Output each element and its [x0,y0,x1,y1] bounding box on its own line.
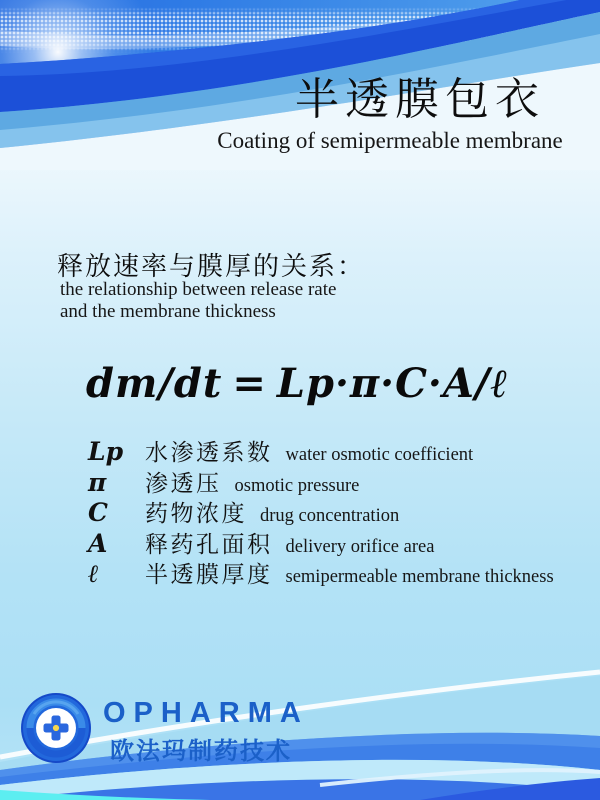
legend-row [88,465,554,496]
slide-subtitle-en: Coating of semipermeable membrane [217,128,563,153]
section-heading-cn: 释放速率与膜厚的关系： [57,252,366,281]
legend-term-en: drug concentration [260,506,400,527]
legend-symbol: ℓ [88,559,99,589]
legend-row [88,434,554,465]
legend-term-en: semipermeable membrane thickness [285,567,554,588]
legend-term-en: water osmotic coefficient [285,445,474,465]
formula-equals: = [232,360,267,407]
brand-name-cn: 欧法玛制药技术 [110,738,292,765]
legend-row [88,526,554,557]
legend-row [88,495,554,526]
section-heading-en-line1: the relationship between release rate [60,279,337,300]
legend-term-cn: 药物浓度 [145,501,247,527]
symbol-legend [88,434,554,587]
legend-symbol: Lp [88,437,124,466]
release-rate-formula [86,360,509,407]
brand-name: OPHARMA [103,697,309,729]
section-heading-en-line2: and the membrane thickness [60,300,276,322]
legend-row [88,556,554,587]
section-heading-en [60,279,336,322]
legend-term-cn: 渗透压 [145,470,222,496]
legend-term-en: osmotic pressure [234,475,360,496]
opharma-logo-icon [20,692,92,764]
legend-term-cn: 半透膜厚度 [145,562,273,588]
legend-symbol: A [88,528,108,558]
legend-term-cn: 水渗透系数 [145,440,273,465]
formula-rhs: Lp·π·C·A/ℓ [276,360,509,407]
slide-title-cn: 半透膜包衣 [295,75,545,124]
legend-term-cn: 释药孔面积 [145,531,273,557]
legend-symbol: C [88,498,108,528]
legend-symbol: π [88,467,107,497]
formula-lhs: dm/dt [86,360,223,407]
legend-term-en: delivery orifice area [285,536,435,557]
